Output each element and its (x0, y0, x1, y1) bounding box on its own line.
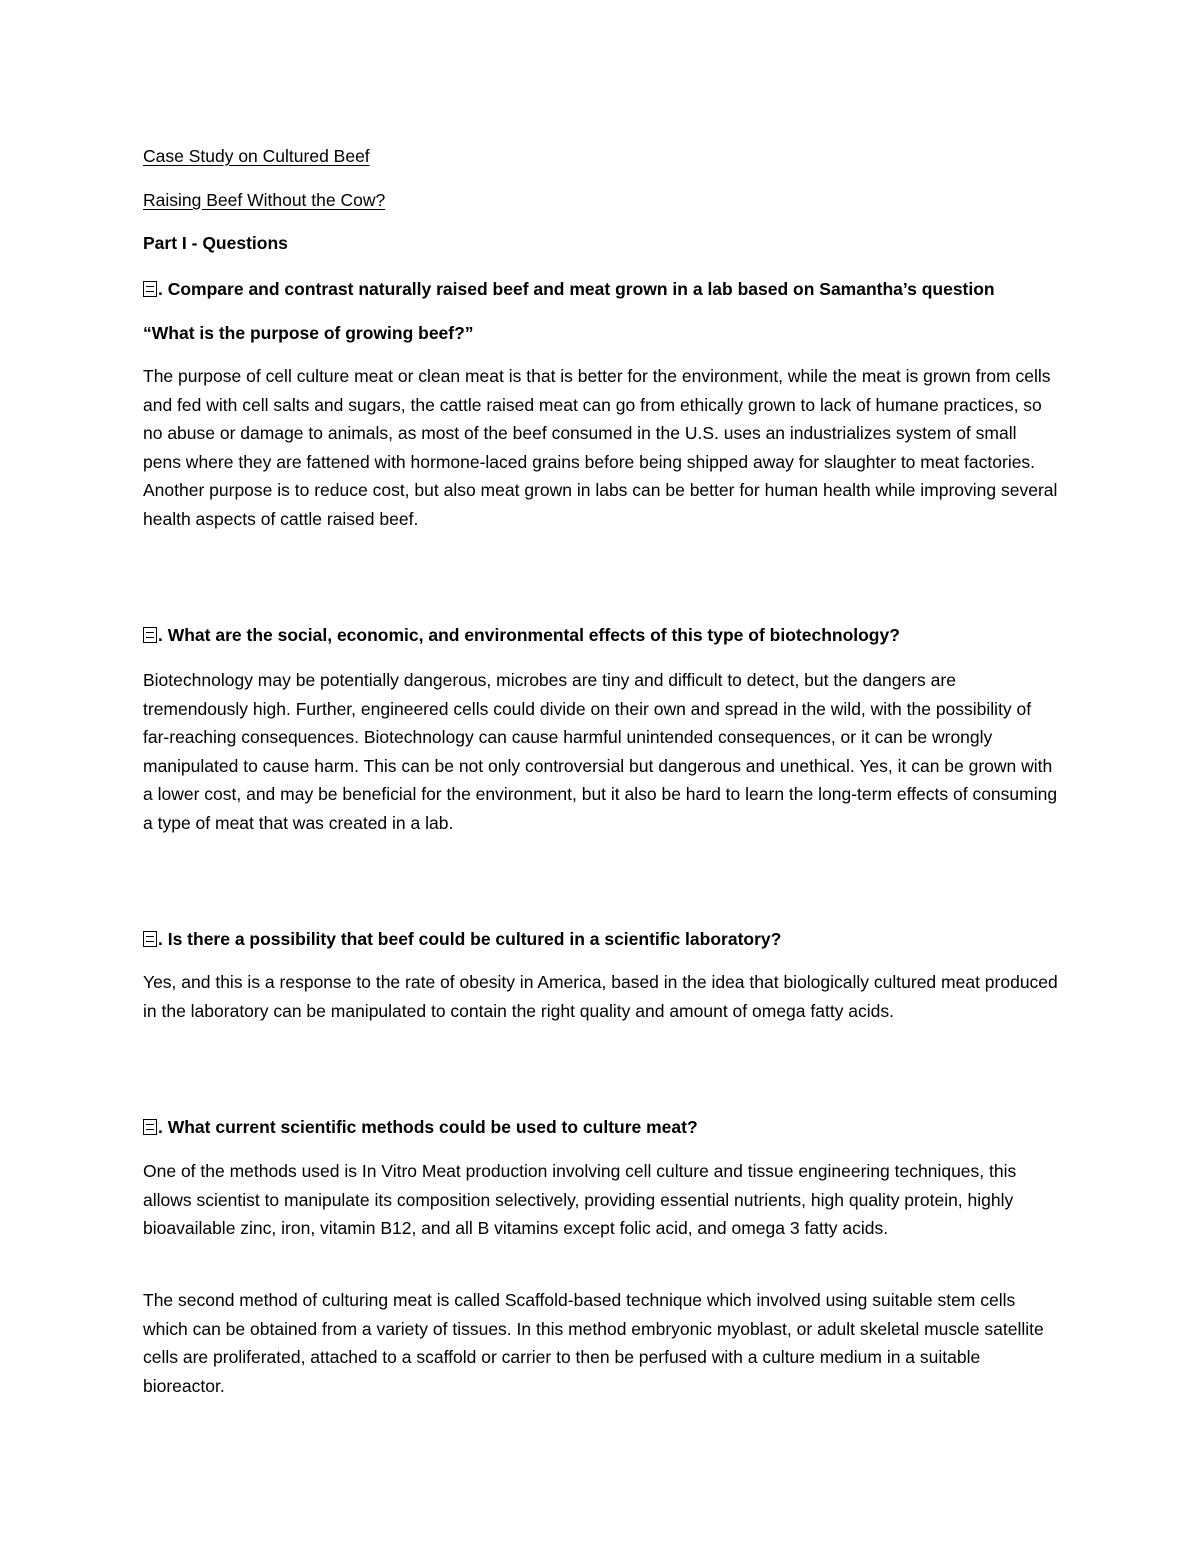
missing-glyph-icon (143, 1119, 157, 1135)
missing-glyph-icon (143, 931, 157, 947)
document-title: Case Study on Cultured Beef (143, 146, 370, 166)
missing-glyph-icon (143, 281, 157, 297)
answer-4-paragraph-1: One of the methods used is In Vitro Meat production involving cell culture and tissue engineering techniques, this allows scientist to manipulate its composition selectively, providing essential nutrients, high quality protein, highly bioavailable zinc, iron, vitamin B12, and all B vitamins except folic acid, and omega 3 fatty acids. (143, 1161, 1017, 1238)
answer-4-paragraph-2: The second method of culturing meat is called Scaffold-based technique which involved using suitable stem cells which can be obtained from a variety of tissues. In this method embryonic myoblast, or adult skeletal muscle satellite cells are proliferated, attached to a scaffold or carrier to then be perfused with a culture medium in a suitable bioreactor. (143, 1290, 1044, 1396)
question-4-text: . What current scientific methods could be used to culture meat? (158, 1117, 698, 1137)
question-1-text: . Compare and contrast naturally raised beef and meat grown in a lab based on Samantha’s question (158, 279, 995, 299)
question-2-text: . What are the social, economic, and environmental effects of this type of biotechnology? (158, 625, 900, 645)
question-3 (143, 925, 781, 954)
missing-glyph-icon (143, 627, 157, 643)
question-4 (143, 1113, 698, 1142)
document-subtitle: Raising Beef Without the Cow? (143, 190, 386, 210)
answer-1-paragraph: The purpose of cell culture meat or clean meat is that is better for the environment, while the meat is grown from cells and fed with cell salts and sugars, the cattle raised meat can go from ethically grown to lack of humane practices, so no abuse or damage to animals, as most of the beef consumed in the U.S. uses an industrializes system of small pens where they are fattened with hormone-laced grains before being shipped away for slaughter to meat factories. Another purpose is to reduce cost, but also meat grown in labs can be better for human health while improving several health aspects of cattle raised beef. (143, 366, 1058, 529)
answer-3-paragraph: Yes, and this is a response to the rate of obesity in America, based in the idea that biologically cultured meat produced in the laboratory can be manipulated to contain the right quality and amount of omega fatty acids. (143, 972, 1058, 1021)
question-1 (143, 275, 995, 304)
question-1-quote: “What is the purpose of growing beef?” (143, 323, 474, 343)
question-3-text: . Is there a possibility that beef could be cultured in a scientific laboratory? (158, 929, 782, 949)
question-2 (143, 621, 900, 650)
answer-2-paragraph: Biotechnology may be potentially dangerous, microbes are tiny and difficult to detect, but the dangers are tremendously high. Further, engineered cells could divide on their own and spread in the wild, with the possibility of far-reaching consequences. Biotechnology can cause harmful unintended consequences, or it can be wrongly manipulated to cause harm. This can be not only controversial but dangerous and unethical. Yes, it can be grown with a lower cost, and may be beneficial for the environment, but it also be hard to learn the long-term effects of consuming a type of meat that was created in a lab. (143, 670, 1058, 833)
part-heading: Part I - Questions (143, 233, 288, 253)
